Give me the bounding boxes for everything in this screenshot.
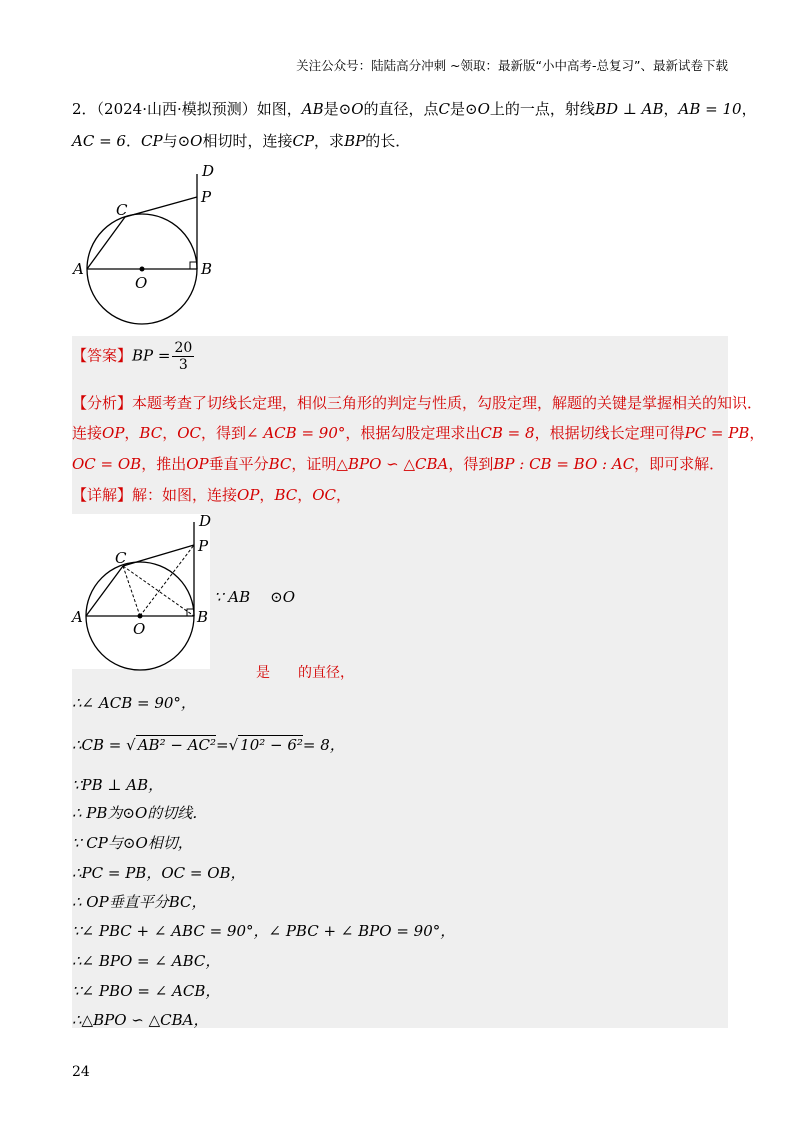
detail-tag: 【详解】 [72, 486, 133, 504]
math: AC = 6 [72, 132, 126, 150]
sqrt-sign: √ [228, 736, 239, 754]
text: 如图， [256, 100, 302, 118]
math: BC [268, 455, 292, 473]
answer-tag: 【答案】 [72, 346, 133, 365]
analysis-line-2 [72, 422, 764, 443]
center-point [138, 614, 143, 619]
text: ． [125, 132, 141, 150]
page-header: 关注公众号：陆陆高分冲刺 ~领取：最新版“小中高考-总复习”、最新试卷下载 [296, 58, 728, 73]
detail-because-ab [214, 588, 295, 606]
geometry-figure-2 [68, 512, 218, 672]
text: 的直径，点 [363, 100, 439, 118]
math: CP [292, 132, 315, 150]
text: ，根据勾股定理求出 [345, 424, 481, 442]
detail-step-4: ∴ PB为⊙O的切线． [72, 804, 208, 822]
text: 相切时，连接 [202, 132, 293, 150]
math: ∠ ACB = 90° [246, 424, 346, 442]
detail-step-9: ∴∠ BPO = ∠ ABC， [72, 952, 221, 970]
math: PC = PB [684, 424, 750, 442]
math: △BPO ∽ △CBA [336, 455, 449, 473]
sqrt-radicand-1: AB² − AC² [137, 736, 217, 754]
detail-line-1 [72, 484, 351, 505]
text: ， [297, 486, 313, 504]
label-o: O [135, 274, 148, 292]
question-line-2 [72, 130, 410, 151]
detail-step-7: ∴ OP垂直平分BC， [72, 893, 207, 911]
math: ⊙O [177, 132, 203, 150]
detail-step-2 [72, 734, 345, 755]
math: ⊙O [270, 588, 296, 606]
text: ， [336, 486, 352, 504]
math: CP [140, 132, 163, 150]
text: 本题考查了切线长定理，相似三角形的判定与性质，勾股定理，解题的关键是掌握相关的知识． [132, 394, 763, 412]
math: BP : CB = BO : AC [493, 455, 635, 473]
right-angle-mark [190, 262, 197, 269]
text: ，推出 [141, 455, 187, 473]
segment-ac [87, 217, 125, 269]
math: OP [186, 455, 209, 473]
math: C [438, 100, 451, 118]
text: 的长． [365, 132, 411, 150]
math: BC [139, 424, 163, 442]
label-c: C [116, 201, 128, 219]
text: ，根据切线长定理可得 [534, 424, 685, 442]
text: 是 [256, 665, 270, 681]
math: ∵ AB [214, 588, 251, 606]
math: AB [301, 100, 324, 118]
geometry-figure-1 [68, 158, 228, 338]
math: ∴CB = [72, 736, 127, 754]
fraction-denominator: 3 [178, 357, 188, 373]
text: 上的一点，射线 [489, 100, 595, 118]
math: BD ⊥ AB [594, 100, 664, 118]
segment-oc [123, 566, 140, 616]
text: ， [749, 424, 765, 442]
math: BP [344, 132, 366, 150]
text: ，证明 [291, 455, 337, 473]
label-b: B [201, 260, 213, 278]
label-c: C [115, 549, 127, 567]
text: ， [663, 100, 679, 118]
label-a: A [73, 260, 84, 278]
label-o: O [133, 620, 146, 638]
math: OP [237, 486, 260, 504]
text: 是 [323, 100, 339, 118]
label-d: D [199, 512, 212, 530]
detail-step-6: ∴PC = PB，OC = OB， [72, 864, 246, 882]
text: 与 [162, 132, 178, 150]
analysis-line-3 [72, 453, 724, 474]
answer-line [72, 340, 194, 373]
tangent-cp [123, 545, 194, 566]
text: 垂直平分 [208, 455, 269, 473]
math: OP [102, 424, 125, 442]
question-source: （2024·山西·模拟预测） [96, 100, 257, 118]
math: OC [312, 486, 337, 504]
answer-lhs: BP = [132, 346, 171, 365]
detail-step-8: ∵∠ PBC + ∠ ABC = 90°，∠ PBC + ∠ BPO = 90°， [72, 922, 456, 940]
label-p: P [198, 537, 209, 555]
text: ， [259, 486, 275, 504]
text: ， [124, 424, 140, 442]
label-a: A [72, 608, 83, 626]
detail-step-11: ∴△BPO ∽ △CBA， [72, 1011, 209, 1029]
detail-step-3: ∵PB ⊥ AB， [72, 776, 164, 794]
text: 是 [450, 100, 466, 118]
sqrt-sign: √ [126, 736, 136, 754]
answer-fraction [172, 340, 194, 373]
text: ，得到 [448, 455, 494, 473]
math: ⊙O [338, 100, 364, 118]
text: ， [741, 100, 757, 118]
math: BC [274, 486, 298, 504]
question-line-1 [72, 98, 757, 119]
segment-op [140, 545, 194, 616]
label-b: B [197, 608, 209, 626]
math: OC [177, 424, 201, 442]
math: = [216, 736, 229, 754]
label-p: P [201, 188, 212, 206]
text: ， [162, 424, 178, 442]
math: AB = 10 [678, 100, 742, 118]
detail-step-10: ∵∠ PBO = ∠ ACB， [72, 982, 221, 1000]
fraction-numerator: 20 [174, 340, 193, 356]
text: 解：如图，连接 [132, 486, 238, 504]
label-d: D [202, 162, 215, 180]
text: 连接 [72, 424, 103, 442]
analysis-line-1 [72, 392, 762, 413]
math: ⊙O [465, 100, 490, 118]
text: ，即可求解． [634, 455, 725, 473]
detail-step-1: ∴∠ ACB = 90°， [72, 694, 196, 712]
page-number: 24 [72, 1064, 90, 1080]
center-point [140, 267, 145, 272]
question-number: 2． [72, 100, 97, 118]
text: ，求 [314, 132, 345, 150]
text: ，得到 [201, 424, 247, 442]
tangent-cp [125, 197, 197, 217]
sqrt-radicand-2: 10² − 6² [240, 736, 303, 754]
detail-diameter-line [256, 662, 354, 682]
detail-step-5: ∵ CP与⊙O相切， [72, 834, 193, 852]
text: 的直径， [298, 665, 354, 681]
math: CB = 8 [480, 424, 535, 442]
math: OC = OB [72, 455, 142, 473]
math: = 8， [302, 736, 345, 754]
analysis-tag: 【分析】 [72, 394, 133, 412]
